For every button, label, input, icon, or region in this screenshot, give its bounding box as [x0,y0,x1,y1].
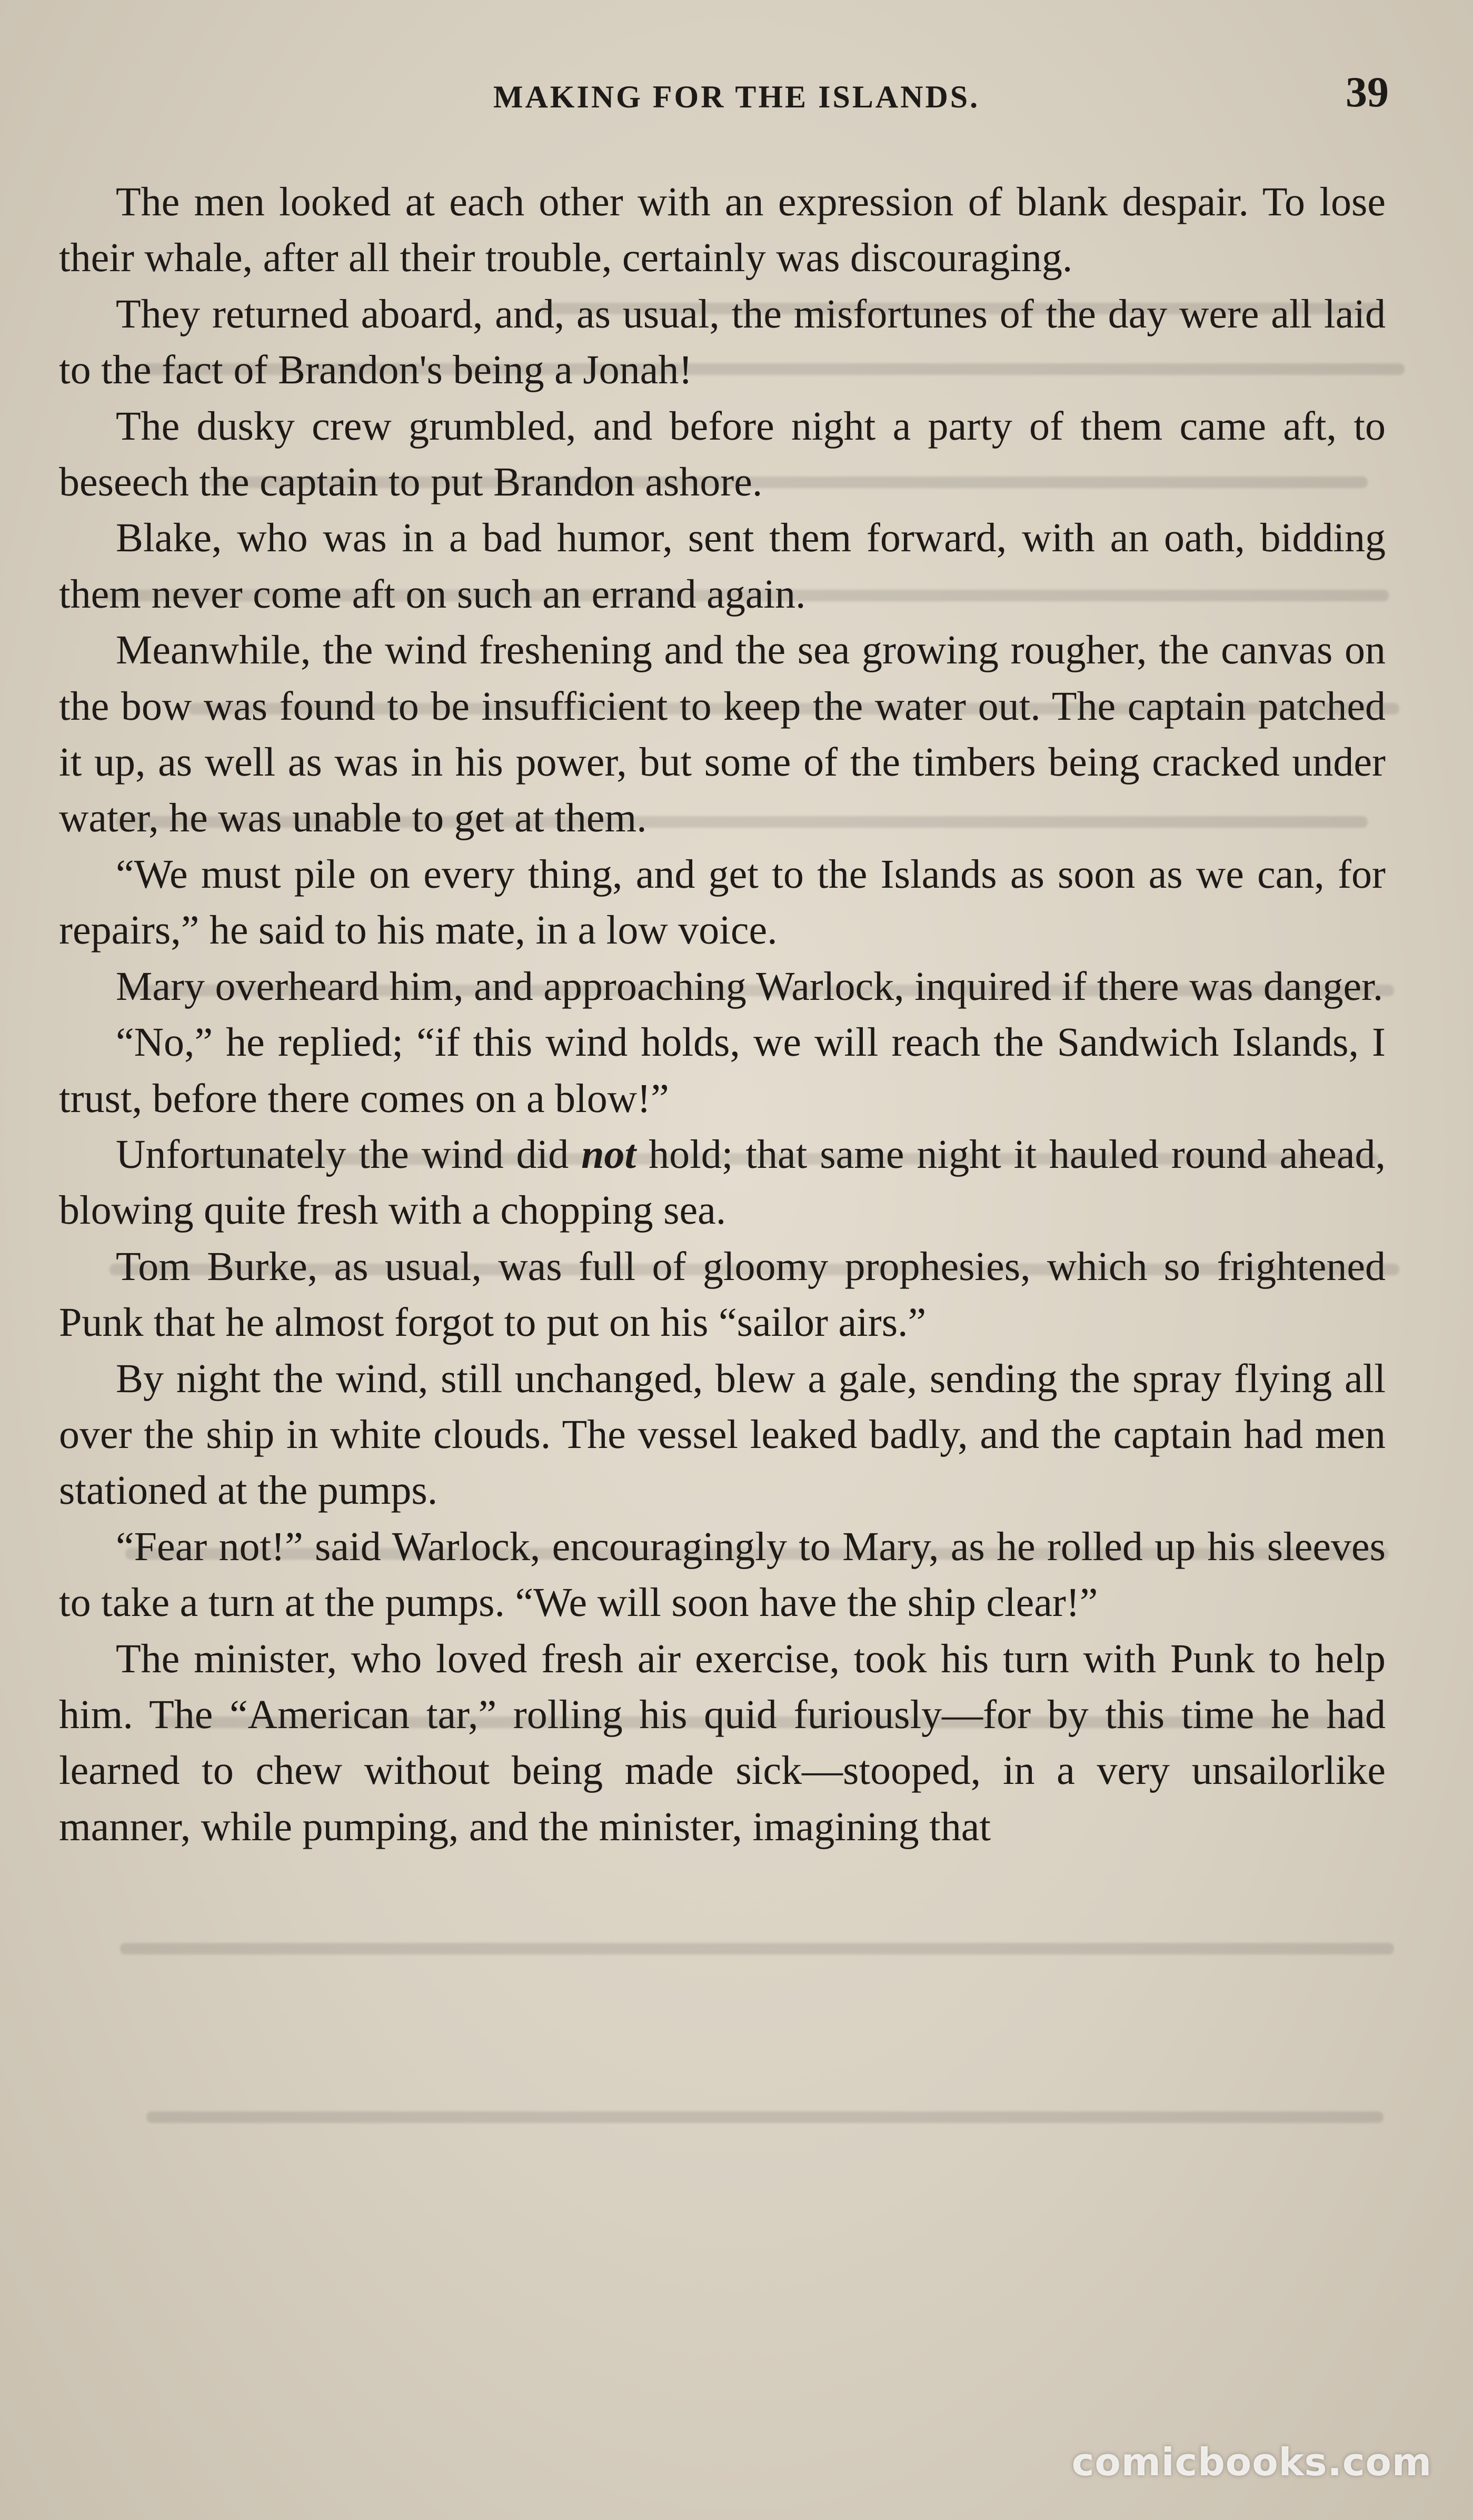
paragraph-text: Unfortunately the wind did [116,1130,582,1177]
paragraph: The men looked at each other with an expression of blank despair. To lose their whale, after all their trouble, certainly was discouraging. [59,178,1386,281]
paragraph: Blake, who was in a bad humor, sent them forward, with an oath, bidding them never come aft on such an errand again. [59,514,1386,617]
running-head: MAKING FOR THE ISLANDS. [493,80,980,114]
emphasis-text: not [581,1130,636,1177]
paragraph: “No,” he replied; “if this wind holds, we will reach the Sandwich Islands, I trust, before there comes on a blow!” [59,1019,1386,1121]
paragraph: “Fear not!” said Warlock, encouragingly to Mary, as he rolled up his sleeves to take a turn at the pumps. “We will soon have the ship clear!” [59,1523,1386,1625]
paragraph: Mary overheard him, and approaching Warlock, inquired if there was danger. [116,963,1384,1009]
paragraph: They returned aboard, and, as usual, the misfortunes of the day were all laid to the fact of Brandon's being a Jonah! [59,290,1386,393]
paragraph: The dusky crew grumbled, and before night a party of them came aft, to beseech the captain to put Brandon ashore. [59,402,1386,505]
paragraph: By night the wind, still unchanged, blew a gale, sending the spray flying all over the ship in white clouds. The vessel leaked badly, and the captain had men stationed at the pumps. [59,1355,1386,1513]
paragraph [59,1126,1386,1238]
paragraph: The minister, who loved fresh air exercise, took his turn with Punk to help him. The “American tar,” rolling his quid furiously—for by this time he had learned to chew without being made sick—stooped, in a very unsailorlike manner, while pumping, and the minister, imagining that [59,1635,1386,1849]
paragraph: Meanwhile, the wind freshening and the sea growing rougher, the canvas on the bow was found to be insufficient to keep the water out. The captain patched it up, as well as was in his power, but some of the timbers being cracked under water, he was unable to get at them. [59,627,1386,841]
watermark: comicbooks.com [1071,2440,1432,2484]
paragraph: “We must pile on every thing, and get to the Islands as soon as we can, for repairs,” he said to his mate, in a low voice. [59,850,1386,953]
paragraph: Tom Burke, as usual, was full of gloomy prophesies, which so frightened Punk that he almost forgot to put on his “sailor airs.” [59,1243,1386,1345]
paragraph-text: hold; that same night it hauled round ahead, blowing quite fresh with a chopping sea. [59,1130,1386,1233]
page-number: 39 [1346,68,1389,116]
body-text [59,174,1386,1854]
